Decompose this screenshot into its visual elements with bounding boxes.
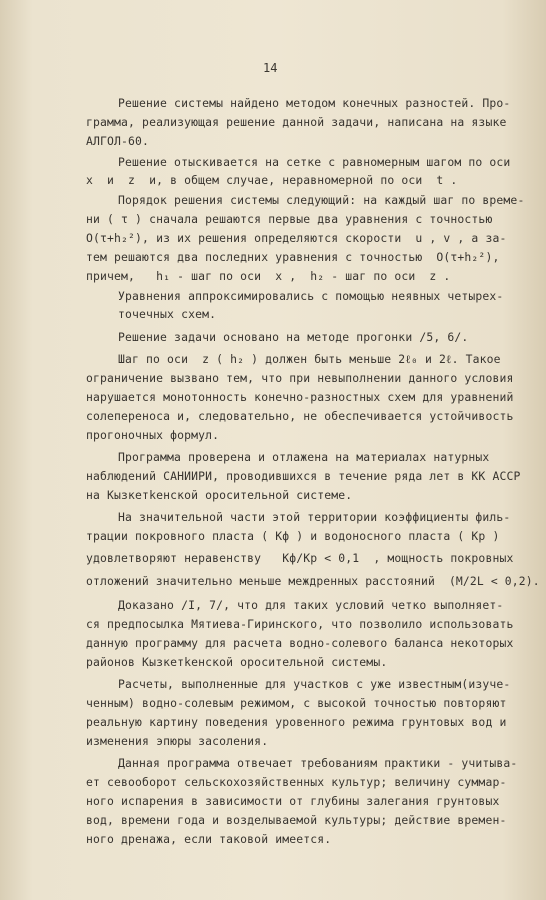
text-line: прогоночных формул. [86, 428, 220, 442]
text-line: ся предпосылка Мятиева-Гиринского, что позволило использовать [86, 617, 514, 631]
text-line: Данная программа отвечает требованиям практики - учитыва- [118, 756, 518, 770]
text-line: отложений значительно меньше междренных расстояний (M/2L < 0,2). [86, 574, 540, 588]
text-line: Расчеты, выполненные для участков с уже известным(изуче- [118, 677, 511, 691]
text-line: АЛГОЛ-60. [86, 134, 150, 148]
text-line: Программа проверена и отлажена на материалах натурных [118, 450, 490, 464]
text-line: грамма, реализующая решение данной задачи, написана на языке [86, 115, 507, 129]
text-line: ного дренажа, если таковой имеется. [86, 832, 332, 846]
text-line: реальную картину поведения уровенного режима грунтовых вод и [86, 715, 507, 729]
text-line: ни ( τ ) сначала решаются первые два уравнения с точностью [86, 212, 493, 226]
text-line: O(τ+h₂²), из их решения определяются скорости u , v , а за- [86, 231, 507, 245]
text-line: ет севооборот сельскохозяйственных культур; величину суммар- [86, 775, 507, 789]
text-line: точечных схем. [118, 307, 217, 321]
text-line: Решение задачи основано на методе прогонки /5, 6/. [118, 330, 469, 344]
text-line: x и z и, в общем случае, неравномерной по оси t . [86, 173, 458, 187]
text-line: Решение системы найдено методом конечных разностей. Про- [118, 96, 511, 110]
text-line: Шаг по оси z ( h₂ ) должен быть меньше 2ℓ₀ и 2ℓ. Такое [118, 352, 501, 366]
text-line: удовлетворяют неравенству Kф/Kр < 0,1 , мощность покровных [86, 551, 514, 565]
text-line: трации покровного пласта ( Kф ) и водоносного пласта ( Kр ) [86, 529, 500, 543]
text-line: вод, времени года и возделываемой культуры; действие времен- [86, 813, 507, 827]
text-line: причем, h₁ - шаг по оси x , h₂ - шаг по оси z . [86, 269, 451, 283]
text-line: нарушается монотонность конечно-разностных схем для уравнений [86, 390, 514, 404]
page-number: 14 [263, 61, 278, 75]
text-line: ограничение вызвано тем, что при невыполнении данного условия [86, 371, 514, 385]
text-line: ченным) водно-солевым режимом, с высокой точностью повторяют [86, 696, 507, 710]
text-line: Порядок решения системы следующий: на каждый шаг по време- [118, 193, 525, 207]
text-line: наблюдений САНИИРИ, проводившихся в течение ряда лет в КК АССР [86, 469, 521, 483]
text-line: тем решаются два последних уравнения с точностью O(τ+h₂²), [86, 250, 500, 264]
text-line: Уравнения аппроксимировались с помощью неявных четырех- [118, 289, 504, 303]
text-line: Решение отыскивается на сетке с равномерным шагом по оси [118, 155, 511, 169]
text-line: на Кызкетkенской оросительной системе. [86, 488, 353, 502]
text-line: ного испарения в зависимости от глубины залегания грунтовых [86, 794, 500, 808]
text-line: изменения эпюры засоления. [86, 734, 269, 748]
text-line: данную программу для расчета водно-солевого баланса некоторых [86, 636, 514, 650]
text-line: На значительной части этой территории коэффициенты филь- [118, 510, 511, 524]
text-line: Доказано /I, 7/, что для таких условий четко выполняет- [118, 598, 504, 612]
text-line: солепереноса и, следовательно, не обеспечивается устойчивость [86, 409, 514, 423]
text-line: районов Кызкетkенской оросительной системы. [86, 655, 388, 669]
